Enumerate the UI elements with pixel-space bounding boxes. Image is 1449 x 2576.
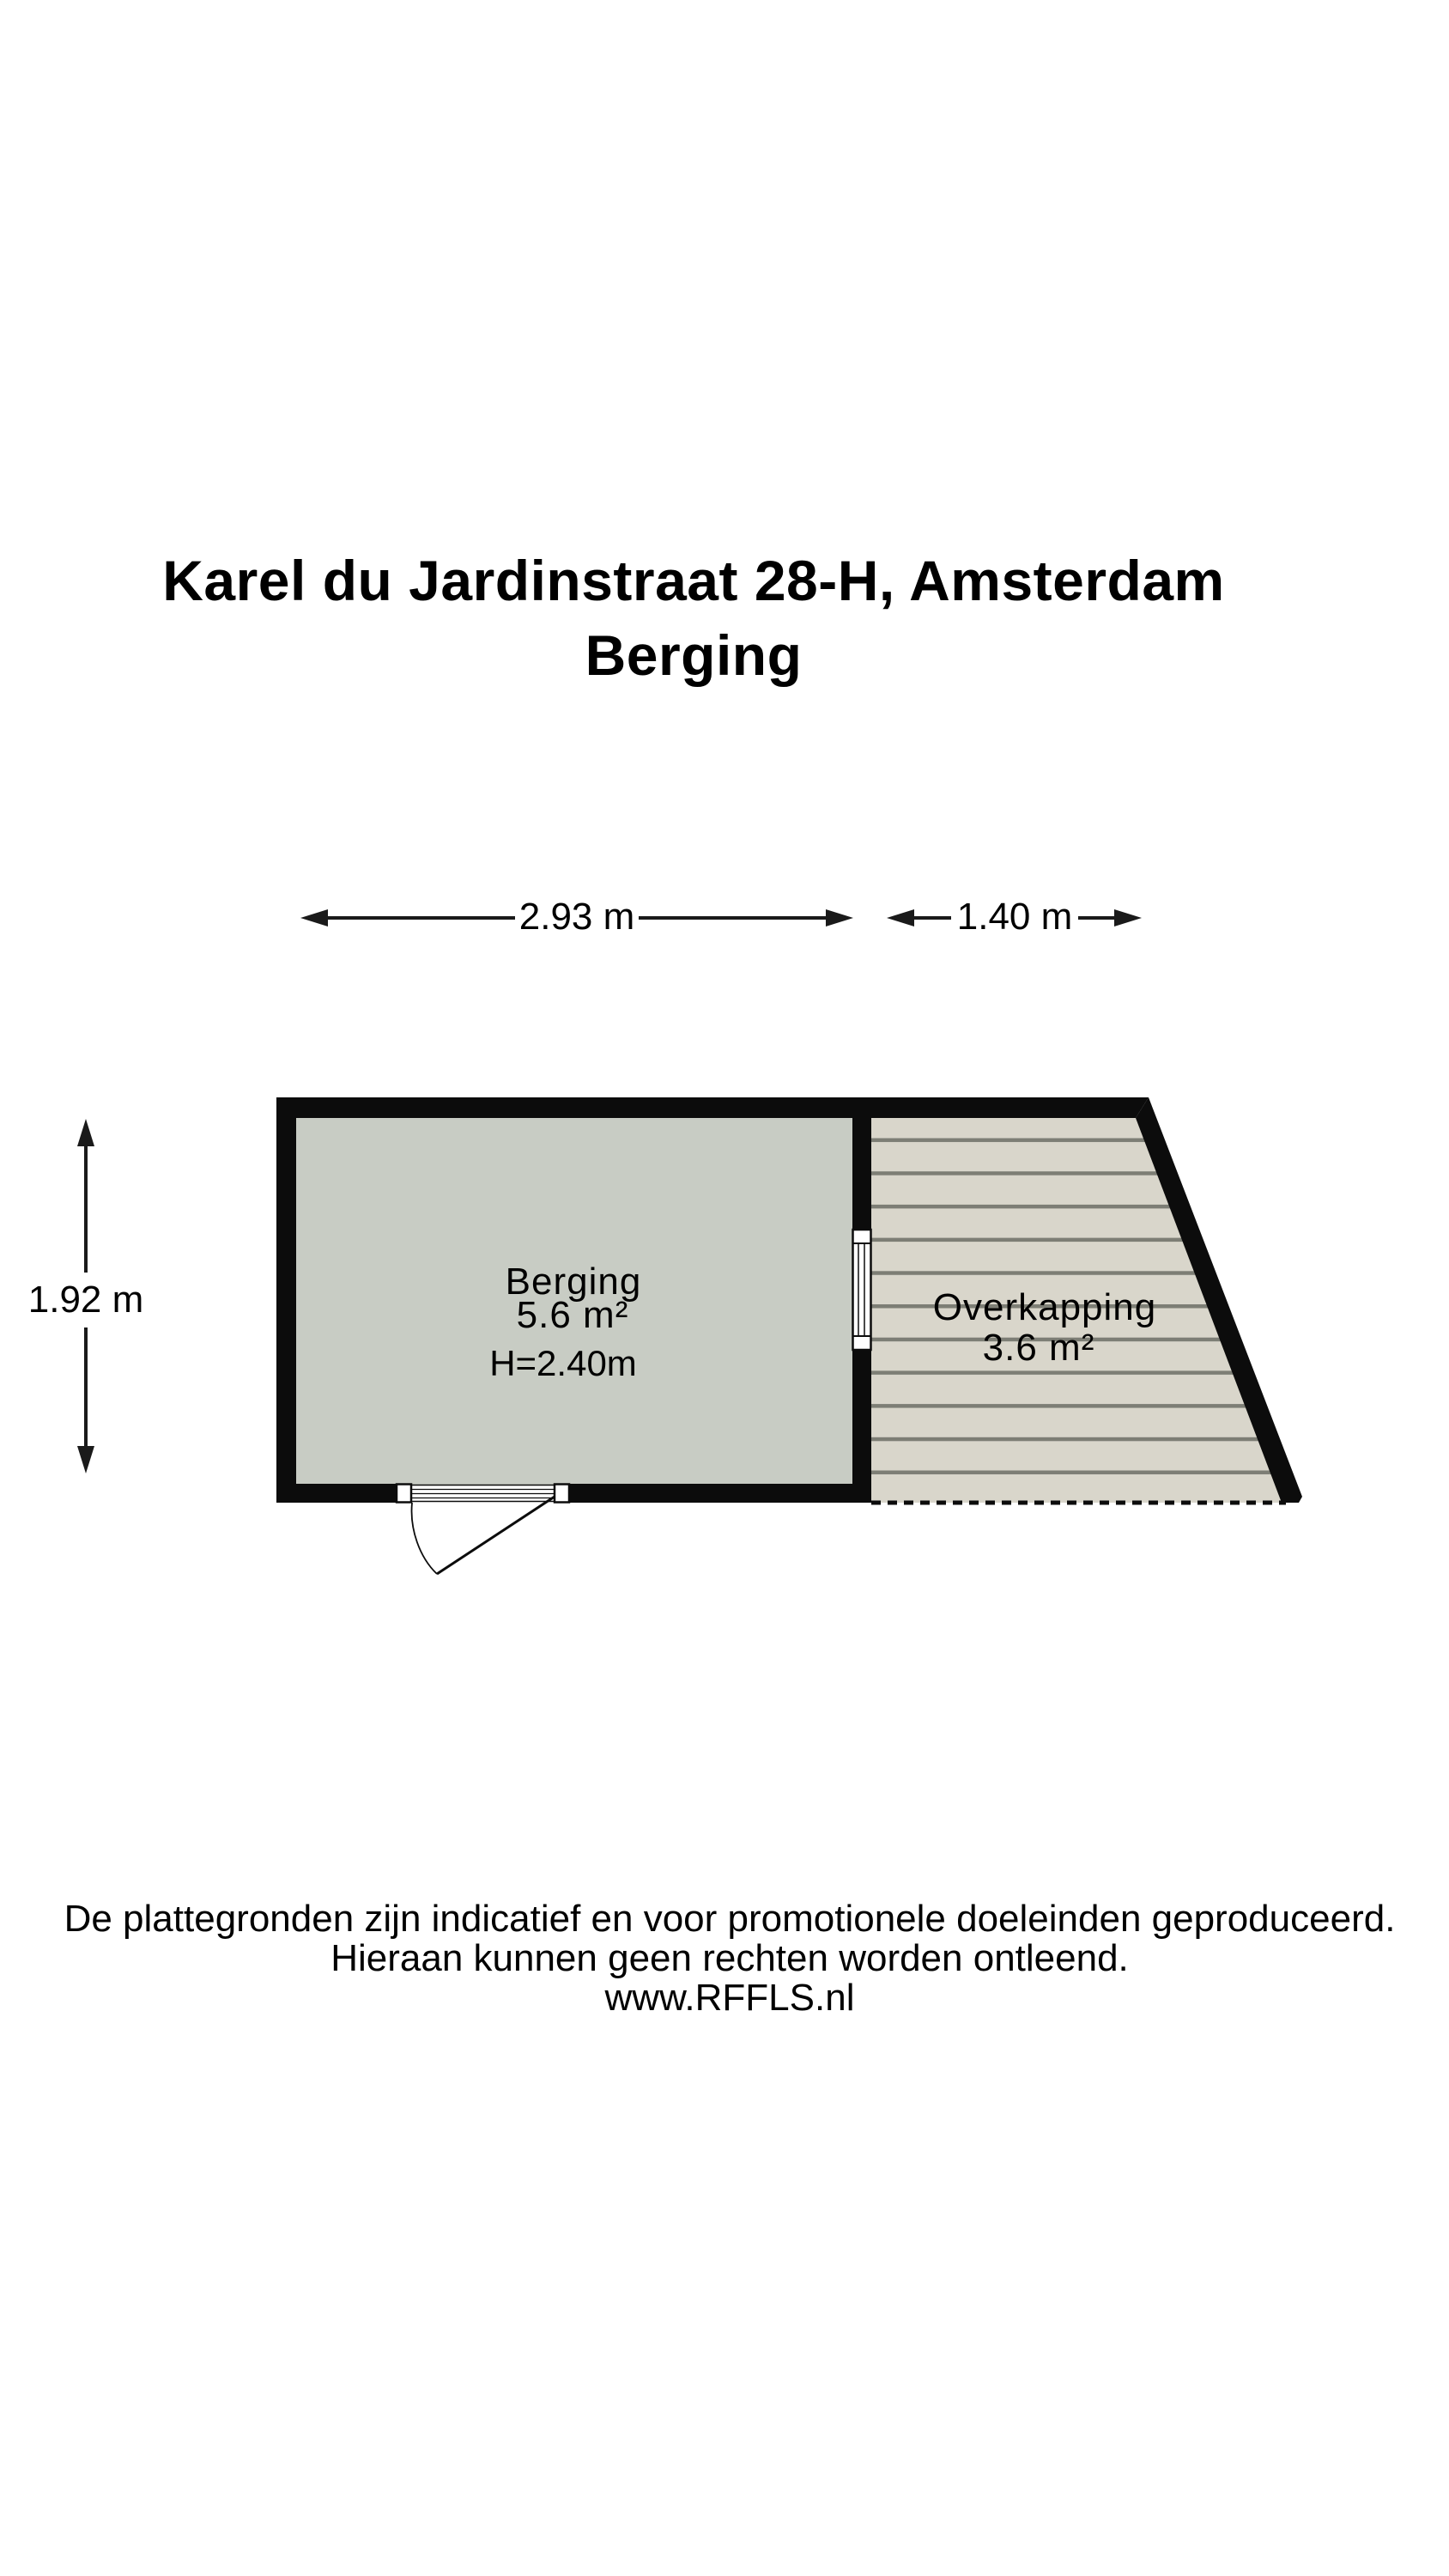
page-title-address: Karel du Jardinstraat 28-H, Amsterdam <box>162 549 1225 612</box>
page-title-room: Berging <box>585 623 803 687</box>
disclaimer-line-2: Hieraan kunnen geen rechten worden ontleend. <box>330 1937 1129 1979</box>
door-jamb-right <box>555 1485 569 1503</box>
arrowhead-up-icon <box>77 1119 94 1146</box>
window-symbol <box>853 1230 871 1350</box>
overkapping-room-name: Overkapping <box>932 1286 1157 1328</box>
dimension-berging-depth: 1.92 m <box>27 1279 144 1321</box>
arrowhead-right-icon <box>1114 909 1142 927</box>
arrowhead-down-icon <box>77 1446 94 1473</box>
berging-room-name: Berging <box>505 1261 642 1303</box>
dimension-overkapping-width: 1.40 m <box>956 896 1073 938</box>
arrowhead-left-icon <box>300 909 328 927</box>
berging-room-area: 5.6 m² <box>516 1294 629 1336</box>
wall-top <box>276 1097 1149 1118</box>
door-leaf <box>437 1497 555 1574</box>
door-jamb-left <box>397 1485 411 1503</box>
arrowhead-right-icon <box>826 909 853 927</box>
door-swing-arc <box>412 1503 437 1574</box>
dimension-berging-width: 2.93 m <box>518 896 635 938</box>
wall-left <box>276 1097 296 1503</box>
wall-bottom-right-segment <box>569 1484 871 1503</box>
door-symbol <box>397 1485 569 1575</box>
disclaimer-line-1: De plattegronden zijn indicatief en voor promotionele doeleinden geproduceerd. <box>64 1898 1396 1940</box>
wall-bottom-left-segment <box>276 1484 397 1503</box>
footer-website-url: www.RFFLS.nl <box>604 1977 855 2019</box>
overkapping-room-area: 3.6 m² <box>982 1327 1095 1369</box>
arrowhead-left-icon <box>887 909 914 927</box>
berging-ceiling-height: H=2.40m <box>489 1343 637 1383</box>
wall-divider-upper <box>852 1118 871 1230</box>
wall-divider-lower <box>852 1350 871 1484</box>
